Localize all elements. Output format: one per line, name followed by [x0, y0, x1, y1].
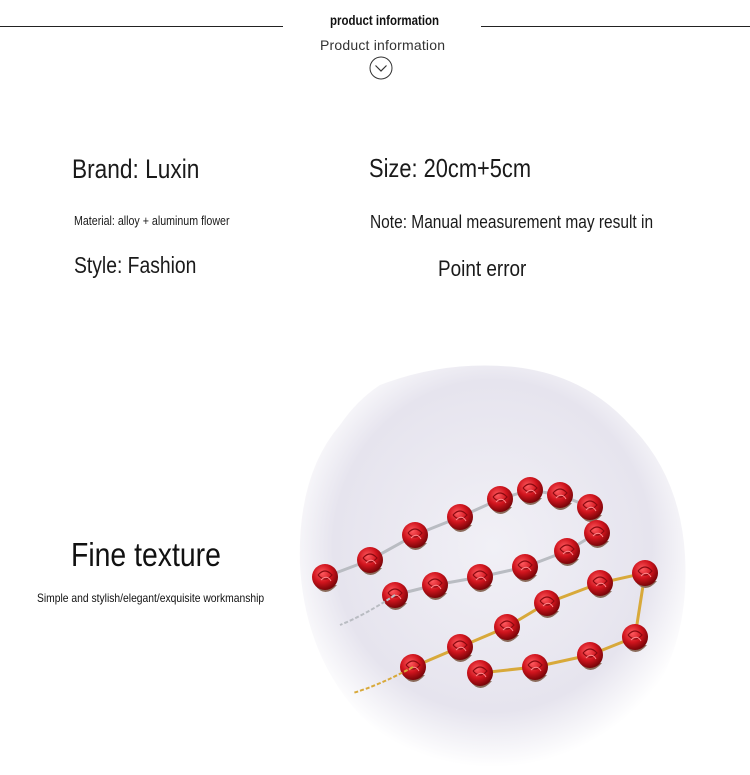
spec-size: Size: 20cm+5cm: [369, 153, 532, 183]
product-photo: [285, 355, 695, 775]
feature-title: Fine texture: [71, 536, 221, 573]
chevron-down-circle-icon: [369, 56, 393, 80]
spec-note-continued: Point error: [438, 256, 527, 281]
spec-material: Material: alloy + aluminum flower: [74, 213, 230, 228]
header-rule-right: [481, 26, 750, 27]
section-subtitle: Product information: [320, 37, 446, 53]
spec-note: Note: Manual measurement may result in: [370, 212, 654, 232]
photo-backdrop: [300, 365, 686, 767]
section-title: product information: [330, 12, 440, 28]
header-rule-left: [0, 26, 283, 27]
feature-subtitle: Simple and stylish/elegant/exquisite workmanship: [37, 591, 265, 605]
spec-style: Style: Fashion: [74, 252, 197, 278]
spec-brand: Brand: Luxin: [72, 154, 200, 184]
